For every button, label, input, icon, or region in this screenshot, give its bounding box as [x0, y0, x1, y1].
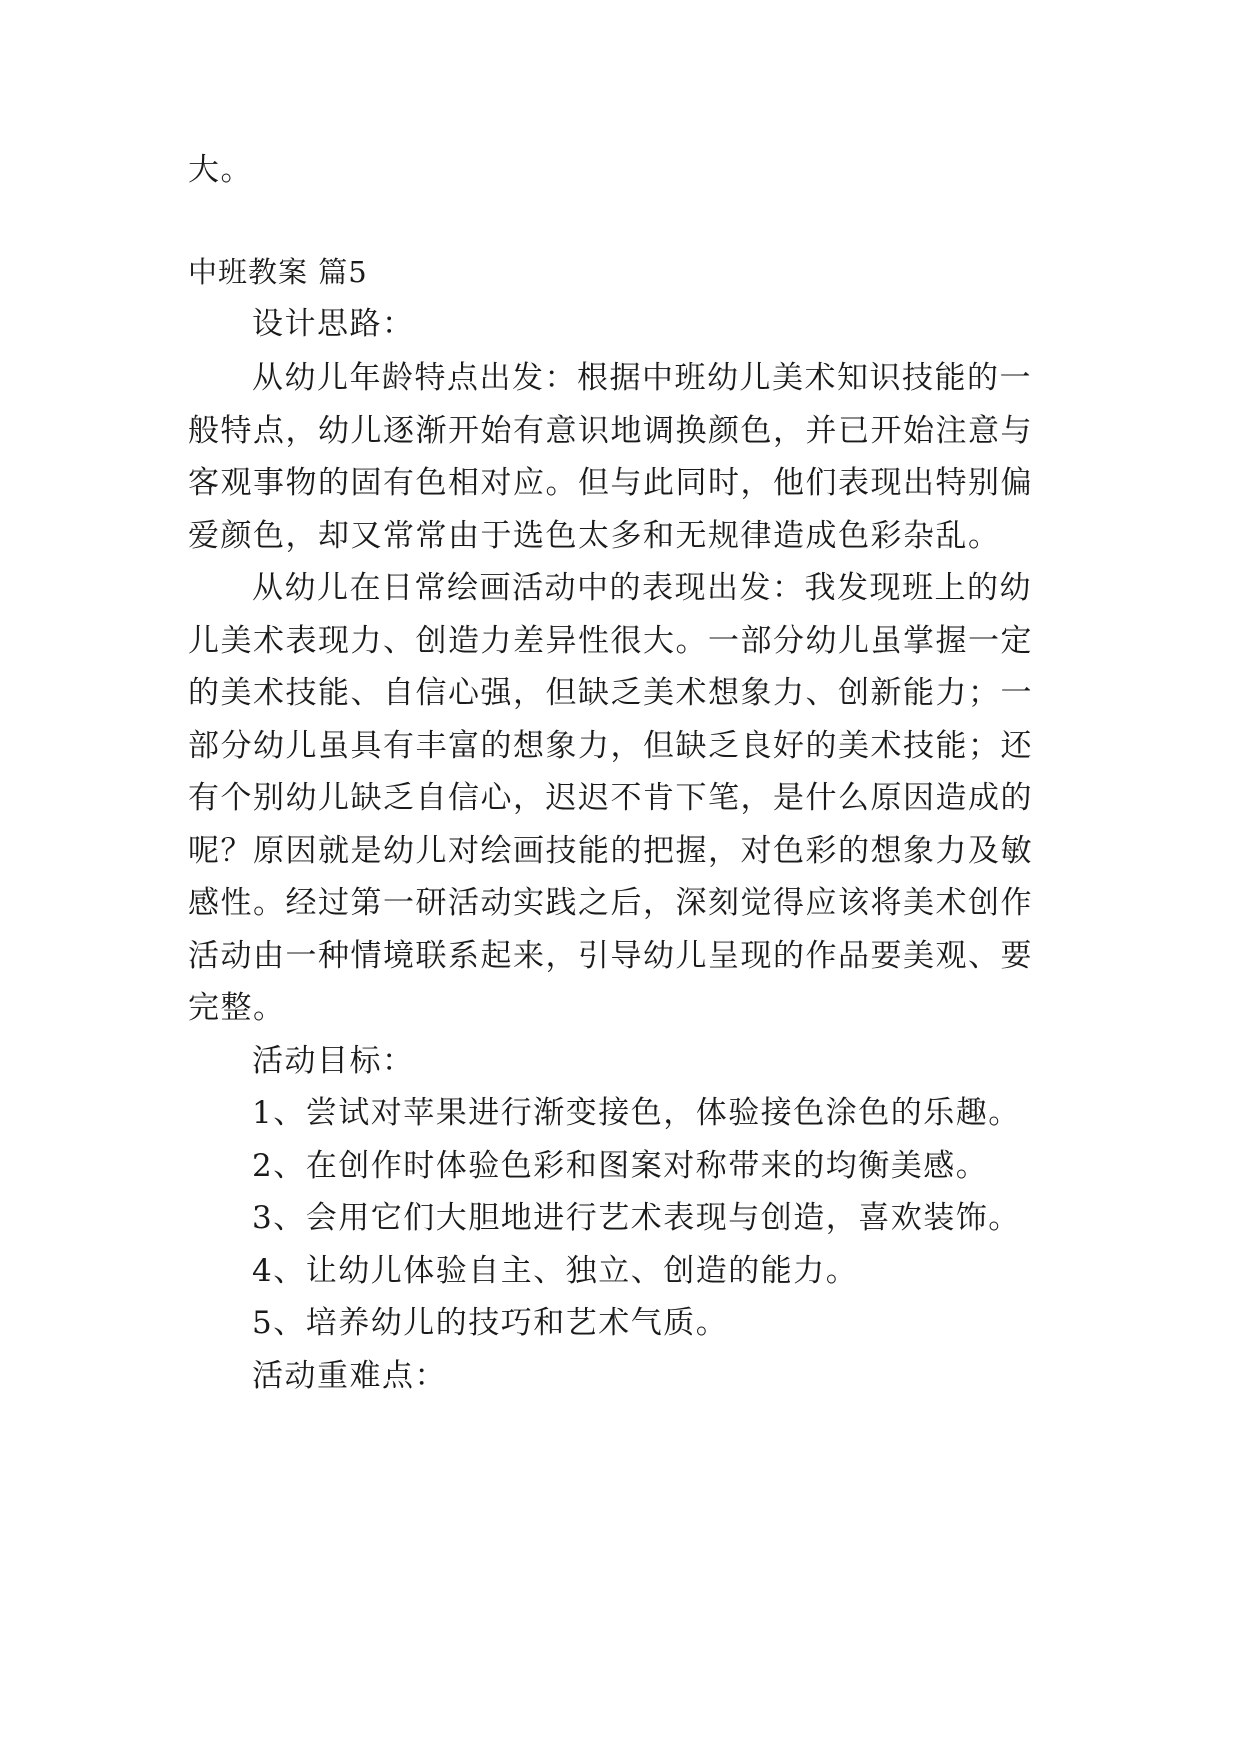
- paragraph-line: 从幼儿年龄特点出发：根据中班幼儿美术知识技能的一: [252, 360, 1032, 396]
- paragraph-line: 爱颜色，却又常常由于选色太多和无规律造成色彩杂乱。: [188, 518, 1001, 554]
- paragraph-line: 完整。: [188, 990, 286, 1026]
- goal-item: 4、让幼儿体验自主、独立、创造的能力。: [252, 1253, 859, 1289]
- goal-item: 5、培养幼儿的技巧和艺术气质。: [252, 1305, 729, 1341]
- design-heading: 设计思路：: [252, 306, 415, 342]
- goal-item: 1、尝试对苹果进行渐变接色，体验接色涂色的乐趣。: [252, 1095, 1021, 1131]
- paragraph-line: 部分幼儿虽具有丰富的想象力，但缺乏良好的美术技能；还: [188, 728, 1033, 764]
- goal-item: 2、在创作时体验色彩和图案对称带来的均衡美感。: [252, 1148, 989, 1184]
- paragraph-line: 感性。经过第一研活动实践之后，深刻觉得应该将美术创作: [188, 885, 1033, 921]
- paragraph-line: 的美术技能、自信心强，但缺乏美术想象力、创新能力；一: [188, 675, 1033, 711]
- paragraph-line: 活动由一种情境联系起来，引导幼儿呈现的作品要美观、要: [188, 938, 1033, 974]
- paragraph-line: 儿美术表现力、创造力差异性很大。一部分幼儿虽掌握一定: [188, 623, 1033, 659]
- paragraph-line: 从幼儿在日常绘画活动中的表现出发：我发现班上的幼: [252, 570, 1032, 606]
- paragraph-line: 有个别幼儿缺乏自信心，迟迟不肯下笔，是什么原因造成的: [188, 780, 1033, 816]
- paragraph-line: 呢？原因就是幼儿对绘画技能的把握，对色彩的想象力及敏: [188, 833, 1033, 869]
- paragraph-line: 般特点，幼儿逐渐开始有意识地调换颜色，并已开始注意与: [188, 413, 1033, 449]
- goal-item: 3、会用它们大胆地进行艺术表现与创造，喜欢装饰。: [252, 1200, 1021, 1236]
- key-points-heading: 活动重难点：: [252, 1358, 447, 1394]
- section-title: 中班教案 篇5: [188, 255, 368, 289]
- goals-heading: 活动目标：: [252, 1043, 415, 1079]
- paragraph-line: 客观事物的固有色相对应。但与此同时，他们表现出特别偏: [188, 465, 1033, 501]
- carryover-text: 大。: [188, 152, 253, 188]
